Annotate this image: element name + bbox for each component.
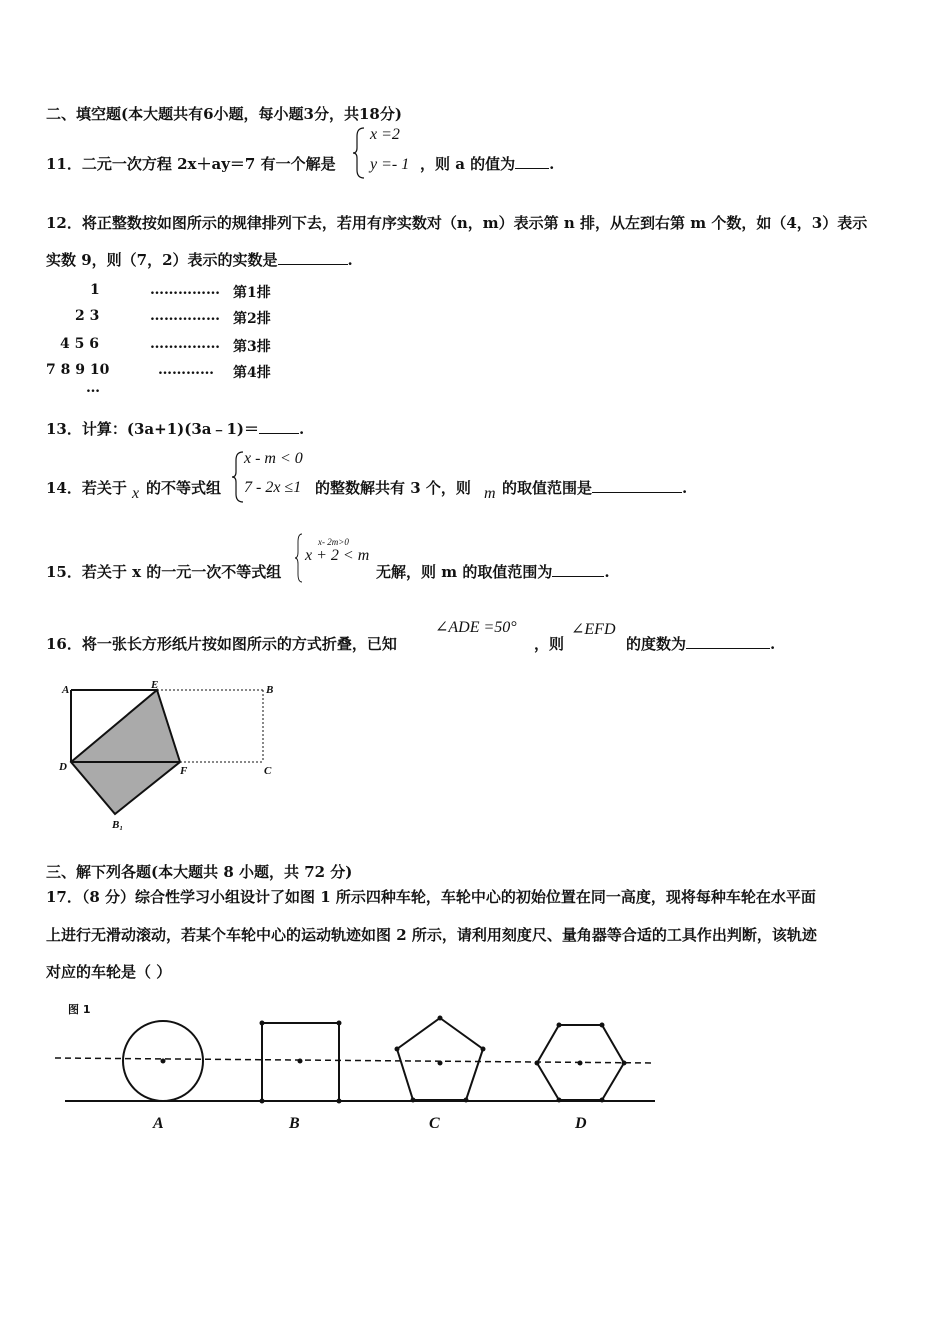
section3-heading: 三、解下列各题(本大题共 8 小题，共 72 分) [46,863,353,881]
fig16-fold-diagram [55,678,285,838]
fig17-label-c: C [429,1115,440,1132]
q17-line1: 17．（8 分）综合性学习小组设计了如图 1 所示四种车轮，车轮中心的初始位置在同一高度，现将每种车轮在水平面 [46,888,816,906]
q15-suffix [376,561,610,582]
fig17-center-line [55,1058,655,1063]
q11-system [358,126,428,182]
q14-system [232,450,322,506]
q14-suffix [502,477,687,498]
q12-row3-numbers: 4 5 6 [60,336,99,352]
q17-line3: 对应的车轮是（ ） [46,963,172,981]
fig17-wheel-c-pentagon [395,1016,486,1103]
fig16-label-b1: B₁ [112,819,124,831]
q14-period: . [682,479,688,497]
q12-line2-text: 实数 9，则（7，2）表示的实数是 [46,251,278,269]
section2-heading: 二、填空题(本大题共有6小题，每小题3分，共18分) [46,105,402,123]
fig16-label-b: B [266,684,274,696]
q12-row2-label: 第2排 [233,311,271,327]
q16-mid: ，则 [534,635,565,653]
q13 [46,418,304,439]
q11-period: . [549,155,555,173]
q12-period: . [347,251,353,269]
q12-ellipsis: … [86,380,100,396]
fig17-label-d: D [575,1115,587,1132]
q15-brace [294,532,304,584]
q14-inequality-2: 7 - 2x ≤1 [244,479,302,496]
q15-suffix-text: 无解，则 m 的取值范围为 [376,563,553,581]
q14-var-m: m [484,485,496,502]
fig17-wheel-b-square [260,1021,342,1104]
q11-prefix: 11．二元一次方程 2x＋ay＝7 有一个解是 [46,155,336,173]
q14-suffix-text: 的取值范围是 [502,479,593,497]
q12-row3-label: 第3排 [233,339,271,355]
fig16-label-d: D [59,761,67,773]
fig17-title: 图 1 [68,1003,91,1016]
q15-inequality-2: x + 2 < m [305,547,370,564]
q12-row2-numbers: 2 3 [75,308,100,324]
fig17-label-b: B [289,1115,300,1132]
q14-after: 的整数解共有 3 个，则 [315,479,471,497]
q16-suffix [626,633,775,654]
q16-prefix: 16．将一张长方形纸片按如图所示的方式折叠，已知 [46,635,397,653]
q11-suffix-text: ，则 a 的值为 [420,155,516,173]
q16-period: . [770,635,776,653]
q12-row1-dots: …………… [150,282,220,298]
q17-line2: 上进行无滑动滚动，若某个车轮中心的运动轨迹如图 2 所示，请利用刻度尺、量角器等合适的工具作出判断，该轨迹 [46,926,817,944]
q13-period: . [299,420,305,438]
q14-var-x: x [132,485,140,502]
q13-answer-blank [259,433,299,434]
fig16-label-e: E [151,679,159,691]
q16-angle-efd: ∠EFD [571,621,616,638]
q11-equation-1: x =2 [370,126,400,143]
q11-equation-2: y =- 1 [370,156,410,173]
fig17-wheel-a-circle [123,1021,203,1101]
q12-row1-label: 第1排 [233,285,271,301]
q12-row4-label: 第4排 [233,365,271,381]
q15-answer-blank [552,576,604,577]
q12-row1-numbers: 1 [90,282,100,298]
q15-inequality-1: x- 2m>0 [318,537,349,547]
fig17-label-a: A [153,1115,164,1132]
q16-angle-ade: ∠ADE =50° [435,619,517,636]
q14-answer-blank [592,492,682,493]
q12-line2 [46,249,353,270]
q15-prefix: 15．若关于 x 的一元一次不等式组 [46,563,282,581]
q12-row4-numbers: 7 8 9 10 [46,362,110,378]
q12-row4-dots: ………… [158,362,214,378]
q12-row2-dots: …………… [150,308,220,324]
q11-answer-blank [515,168,549,169]
q12-row3-dots: …………… [150,336,220,352]
q13-text: 13．计算：(3a+1)(3a﹣1)＝ [46,420,260,438]
q14-mid: 的不等式组 [146,479,222,497]
q12-line1: 12．将正整数按如图所示的规律排列下去，若用有序实数对（n，m）表示第 n 排，从左到右第 m 个数，如（4，3）表示 [46,214,868,232]
q12-answer-blank [278,264,348,265]
fig17-wheels-diagram [50,1008,660,1118]
q16-suffix-text: 的度数为 [626,635,687,653]
q14-prefix: 14．若关于 [46,479,127,497]
q11-suffix [420,153,554,174]
fig16-folded-region [71,690,180,814]
q15-period: . [604,563,610,581]
fig16-label-a: A [62,684,70,696]
fig16-label-c: C [264,765,272,777]
q14-inequality-1: x - m < 0 [244,450,303,467]
q16-answer-blank [686,648,770,649]
fig16-label-f: F [180,765,188,777]
